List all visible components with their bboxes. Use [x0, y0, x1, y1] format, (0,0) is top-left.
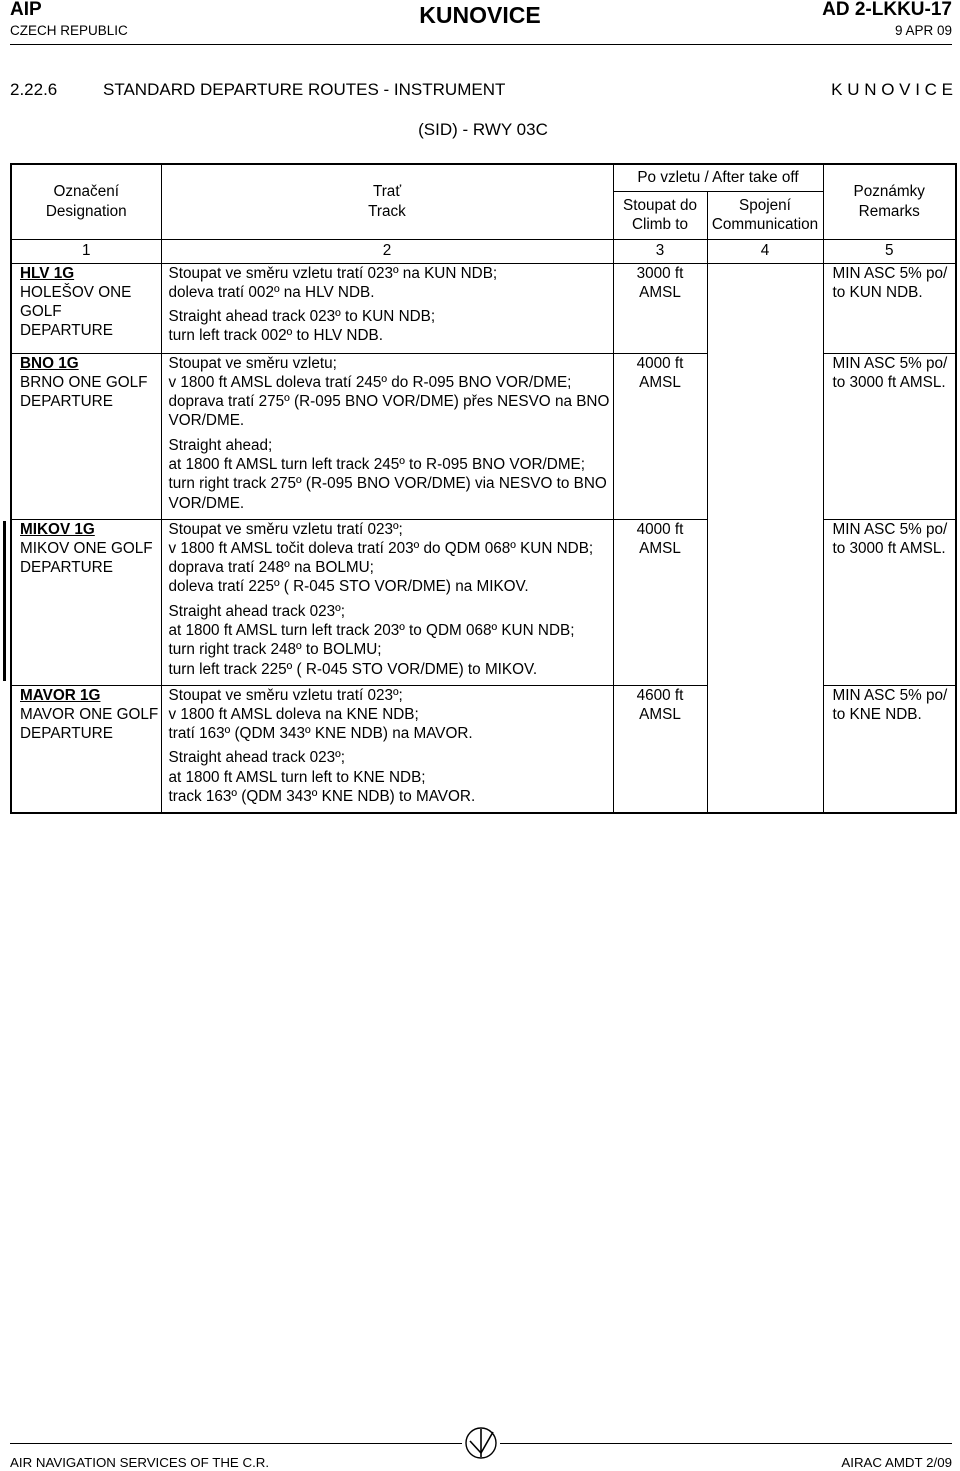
- header-track-cz: Trať: [372, 183, 402, 201]
- track-line: VOR/DME.: [168, 494, 245, 512]
- sid-name-line: DEPARTURE: [20, 322, 113, 340]
- designation-cell: [11, 519, 161, 685]
- remarks-line: to 3000 ft AMSL.: [832, 539, 946, 557]
- sid-name-line: MAVOR ONE GOLF: [20, 705, 159, 723]
- climb-altitude: 4600 ft: [636, 686, 684, 704]
- designation-cell: [11, 263, 161, 353]
- track-line: turn right track 248º to BOLMU;: [168, 641, 382, 659]
- track-description-en: [169, 748, 613, 806]
- track-line: v 1800 ft AMSL doleva tratí 245º do R-095 BNO VOR/DME;: [168, 373, 572, 391]
- track-line: at 1800 ft AMSL turn left track 245º to R-095 BNO VOR/DME;: [168, 455, 586, 473]
- header-track: [161, 164, 613, 239]
- section-number: 2.22.6: [10, 80, 58, 99]
- track-description-cz: [169, 520, 613, 597]
- track-line: Straight ahead track 023º;: [168, 749, 346, 767]
- table-row: [11, 263, 956, 353]
- sid-designator: BNO 1G: [20, 354, 79, 372]
- climb-altitude: 3000 ft: [636, 264, 684, 282]
- remarks-line: MIN ASC 5% po/: [832, 686, 948, 704]
- sid-name-line: BRNO ONE GOLF: [20, 373, 148, 391]
- section-title: STANDARD DEPARTURE ROUTES - INSTRUMENT: [103, 80, 506, 99]
- climb-altitude: 4000 ft: [636, 520, 684, 538]
- track-line: Straight ahead track 023º to KUN NDB;: [168, 308, 436, 326]
- page-header-right: [822, 0, 952, 39]
- sid-name-line: GOLF: [20, 303, 62, 321]
- climb-reference: AMSL: [639, 373, 681, 391]
- change-bar: [3, 521, 6, 681]
- sid-table: [10, 163, 957, 814]
- track-description-cz: [169, 686, 613, 744]
- track-line: doprava tratí 275º (R-095 BNO VOR/DME) přes NESVO na BNO: [168, 393, 610, 411]
- header-remarks-cz: Poznámky: [853, 183, 925, 201]
- header-designation: [11, 164, 161, 239]
- column-number-row: [11, 239, 956, 263]
- header-after-take-off: Po vzletu / After take off: [613, 164, 823, 191]
- track-description-en: [169, 307, 613, 346]
- track-line: turn left track 225º ( R-045 STO VOR/DME) to MIKOV.: [168, 660, 538, 678]
- track-description-cz: [169, 354, 613, 431]
- communication-cell: [707, 263, 823, 813]
- climb-to-cell: [613, 353, 707, 519]
- track-cell: [161, 263, 613, 353]
- header-rule: [10, 44, 952, 45]
- table-header-row: [11, 164, 956, 191]
- column-number: 3: [613, 239, 707, 263]
- column-number: 5: [823, 239, 956, 263]
- footer-rule-left: [10, 1443, 462, 1444]
- track-line: turn left track 002º to HLV NDB.: [168, 327, 383, 345]
- track-line: doleva tratí 225º ( R-045 STO VOR/DME) na MIKOV.: [168, 578, 529, 596]
- header-track-en: Track: [368, 202, 406, 220]
- remarks-line: MIN ASC 5% po/: [832, 264, 948, 282]
- track-description-en: [169, 602, 613, 679]
- track-line: tratí 163º (QDM 343º KNE NDB) na MAVOR.: [168, 725, 473, 743]
- remarks-cell: [823, 263, 956, 353]
- track-cell: [161, 685, 613, 813]
- sid-name-line: MIKOV ONE GOLF: [20, 539, 153, 557]
- remarks-cell: [823, 685, 956, 813]
- track-line: doprava tratí 248º na BOLMU;: [168, 559, 374, 577]
- header-designation-en: Designation: [45, 202, 127, 220]
- track-line: Straight ahead track 023º;: [168, 602, 346, 620]
- track-line: Stoupat ve směru vzletu;: [168, 354, 337, 372]
- remarks-line: MIN ASC 5% po/: [832, 354, 948, 372]
- header-climb-to-en: Climb to: [631, 216, 689, 233]
- remarks-line: to 3000 ft AMSL.: [832, 373, 946, 391]
- publication-date: 9 APR 09: [894, 23, 952, 38]
- section-subtitle: (SID) - RWY 03C: [418, 120, 548, 139]
- track-line: turn right track 275º (R-095 BNO VOR/DME) via NESVO to BNO: [168, 475, 607, 493]
- designation-cell: [11, 685, 161, 813]
- designation-cell: [11, 353, 161, 519]
- track-cell: [161, 353, 613, 519]
- remarks-cell: [823, 353, 956, 519]
- header-remarks-en: Remarks: [858, 202, 920, 220]
- track-line: doleva tratí 002º na HLV NDB.: [168, 283, 375, 301]
- sid-name-line: HOLEŠOV ONE: [20, 283, 132, 301]
- track-line: Stoupat ve směru vzletu tratí 023º na KUN NDB;: [168, 264, 498, 282]
- footer-publisher: AIR NAVIGATION SERVICES OF THE C.R.: [10, 1455, 270, 1470]
- track-line: at 1800 ft AMSL turn left track 203º to QDM 068º KUN NDB;: [168, 621, 575, 639]
- remarks-line: to KNE NDB.: [832, 705, 922, 723]
- column-number: 4: [707, 239, 823, 263]
- remarks-cell: [823, 519, 956, 685]
- track-cell: [161, 519, 613, 685]
- footer-rule-right: [500, 1443, 952, 1444]
- header-designation-cz: Označení: [53, 183, 119, 201]
- track-line: Straight ahead;: [168, 436, 273, 454]
- climb-reference: AMSL: [639, 283, 681, 301]
- climb-reference: AMSL: [639, 539, 681, 557]
- remarks-line: MIN ASC 5% po/: [832, 520, 948, 538]
- header-remarks: [823, 164, 956, 239]
- track-line: VOR/DME.: [168, 412, 245, 430]
- sid-designator: MAVOR 1G: [20, 686, 101, 704]
- column-number: 2: [161, 239, 613, 263]
- climb-reference: AMSL: [639, 705, 681, 723]
- track-line: at 1800 ft AMSL turn left to KNE NDB;: [168, 768, 426, 786]
- track-line: Stoupat ve směru vzletu tratí 023º;: [168, 520, 403, 538]
- track-description-en: [169, 436, 613, 513]
- sid-designator: MIKOV 1G: [20, 520, 95, 538]
- section-aerodrome: K U N O V I C E: [831, 80, 953, 99]
- climb-altitude: 4000 ft: [636, 354, 684, 372]
- track-description-cz: [169, 264, 613, 303]
- sid-name-line: DEPARTURE: [20, 393, 113, 411]
- sid-name-line: DEPARTURE: [20, 725, 113, 743]
- ans-logo-icon: [462, 1424, 500, 1462]
- track-line: Stoupat ve směru vzletu tratí 023º;: [168, 686, 403, 704]
- aerodrome-title: KUNOVICE: [419, 2, 541, 28]
- country-name: CZECH REPUBLIC: [10, 23, 128, 38]
- sid-name-line: DEPARTURE: [20, 559, 113, 577]
- page-reference: AD 2-LKKU-17: [822, 0, 952, 20]
- remarks-line: to KUN NDB.: [832, 283, 923, 301]
- header-communication-en: Communication: [711, 216, 819, 233]
- header-communication: [707, 191, 823, 239]
- column-number: 1: [11, 239, 161, 263]
- sid-designator: HLV 1G: [20, 264, 75, 282]
- climb-to-cell: [613, 263, 707, 353]
- track-line: track 163º (QDM 343º KNE NDB) to MAVOR.: [168, 787, 476, 805]
- publication-title: AIP: [10, 0, 42, 20]
- footer-amendment: AIRAC AMDT 2/09: [841, 1455, 952, 1470]
- header-communication-cz: Spojení: [739, 196, 791, 214]
- track-line: v 1800 ft AMSL doleva na KNE NDB;: [168, 705, 419, 723]
- climb-to-cell: [613, 519, 707, 685]
- climb-to-cell: [613, 685, 707, 813]
- track-line: v 1800 ft AMSL točit doleva tratí 203º do QDM 068º KUN NDB;: [168, 539, 594, 557]
- header-climb-to: [613, 191, 707, 239]
- header-climb-to-cz: Stoupat do: [623, 196, 697, 214]
